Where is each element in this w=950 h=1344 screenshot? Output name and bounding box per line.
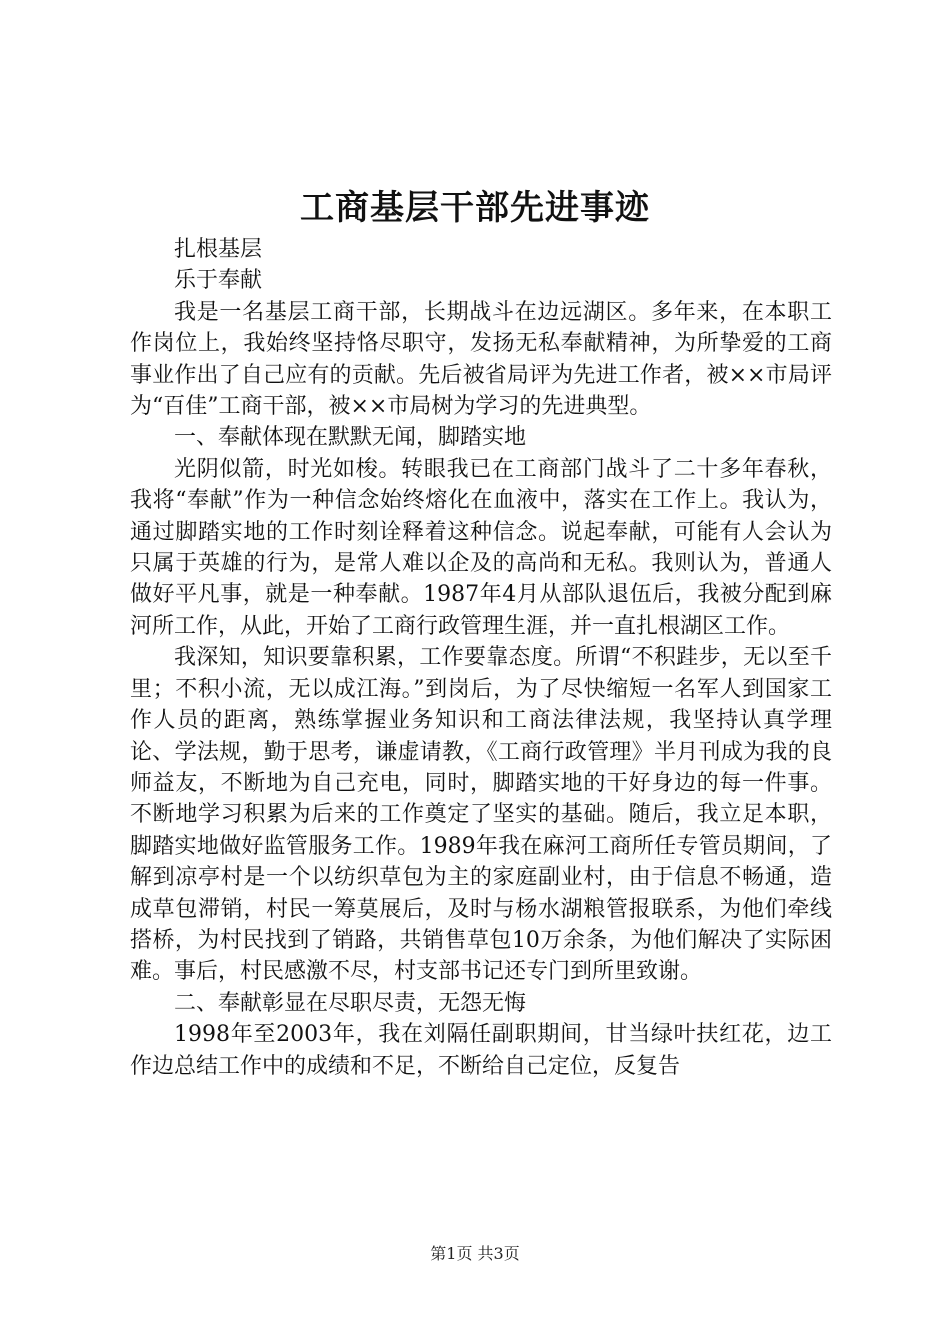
page-footer: 第1页 共3页	[430, 1244, 520, 1263]
document-title: 工商基层干部先进事迹	[300, 188, 650, 228]
paragraph-section-1a: 光阴似箭，时光如梭。转眼我已在工商部门战斗了二十多年春秋，我将“奉献”作为一种信念始终熔化在血液中，落实在工作上。我认为，通过脚踏实地的工作时刻诠释着这种信念。说起奉献，可能有人会认为只属于英雄的行为，是常人难以企及的高尚和无私。我则认为，普通人做好平凡事，就是一种奉献。1987年4月从部队退伍后，我被分配到麻河所工作，从此，开始了工商行政管理生涯，并一直扎根湖区工作。	[130, 456, 832, 639]
paragraph-section-1b: 我深知，知识要靠积累，工作要靠态度。所谓“不积跬步，无以至千里；不积小流，无以成江海。”到岗后，为了尽快缩短一名军人到国家工作人员的距离，熟练掌握业务知识和工商法律法规，我坚持认真学理论、学法规，勤于思考，谦虚请教，《工商行政管理》半月刊成为我的良师益友，不断地为自己充电，同时，脚踏实地的干好身边的每一件事。不断地学习积累为后来的工作奠定了坚实的基础。随后，我立足本职，脚踏实地做好监管服务工作。1989年我在麻河工商所任专管员期间，了解到凉亭村是一个以纺织草包为主的家庭副业村，由于信息不畅通，造成草包滞销，村民一筹莫展后，及时与杨水湖粮管报联系，为他们牵线搭桥，为村民找到了销路，共销售草包10万余条，为他们解决了实际困难。事后，村民感激不尽，村支部书记还专门到所里致谢。	[130, 645, 832, 985]
subtitle-line-2: 乐于奉献	[174, 268, 263, 294]
subtitle-line-1: 扎根基层	[174, 237, 263, 262]
paragraph-section-2a: 1998年至2003年，我在刘隔任副职期间，甘当绿叶扶红花，边工作边总结工作中的成绩和不足，不断给自己定位，反复告	[130, 1022, 832, 1079]
document-body	[130, 234, 832, 1082]
section-heading-1: 一、奉献体现在默默无闻，脚踏实地	[174, 425, 527, 451]
section-heading-2: 二、奉献彰显在尽职尽责，无怨无悔	[174, 990, 527, 1016]
paragraph-intro: 我是一名基层工商干部，长期战斗在边远湖区。多年来，在本职工作岗位上，我始终坚持恪尽职守，发扬无私奉献精神，为所挚爱的工商事业作出了自己应有的贡献。先后被省局评为先进工作者，被××市局评为“百佳”工商干部，被××市局树为学习的先进典型。	[130, 299, 832, 420]
